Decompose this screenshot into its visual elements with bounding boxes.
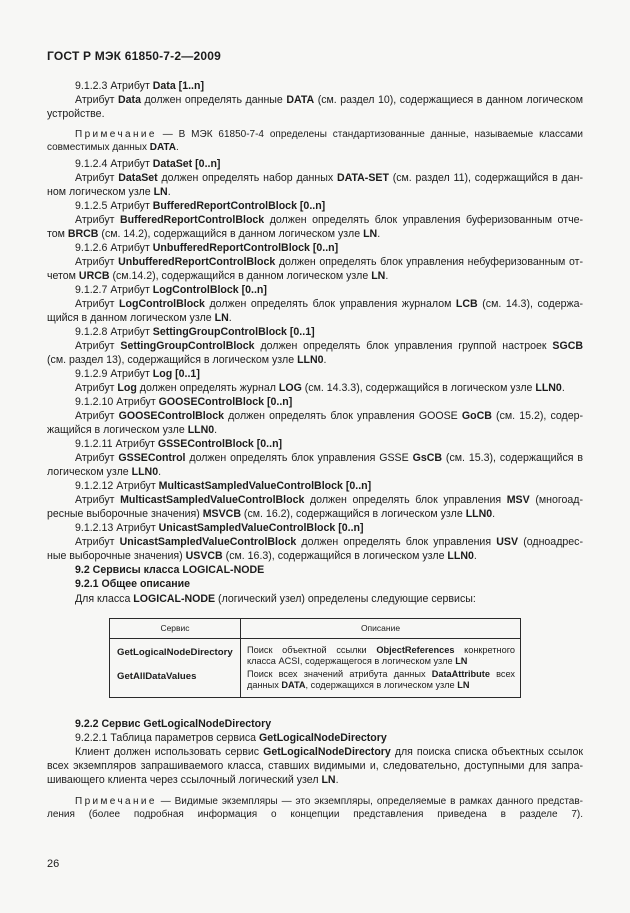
- section-9-1-2-3-line1: Атрибут Data должен определять данные DATA (см. раздел 10), содержащиеся в данном логическом: [75, 94, 584, 106]
- section-9-2-2-line3: шивающего клиента через ссылочный логический узел LN.: [47, 774, 339, 786]
- section-9-1-2-6-line1: Атрибут UnbufferedReportControlBlock должен определять блок управления небуферизованным от-: [75, 256, 583, 268]
- section-9-1-2-4-line2: ном логическом узле LN.: [47, 186, 171, 198]
- section-9-1-2-3-line2: устройстве.: [47, 108, 105, 120]
- table-cell-description: [247, 680, 515, 691]
- section-9-1-2-7-line2: щийся в данном логическом узле LN.: [47, 312, 232, 324]
- note-1-line1: Примечание — В МЭК 61850-7-4 определены стандартизованные данные, называемые классами: [75, 129, 583, 140]
- section-9-1-2-11-line2: логическом узле LLN0.: [47, 466, 162, 478]
- section-9-1-2-8-title: 9.1.2.8 Атрибут SettingGroupControlBlock [0..1]: [75, 326, 315, 338]
- page-number: 26: [47, 858, 60, 870]
- section-9-1-2-13-line1: Атрибут UnicastSampledValueControlBlock должен определять блок управления USV (одноадрес-: [75, 536, 583, 548]
- table-header-service: Сервис: [160, 623, 190, 633]
- section-9-1-2-10-line1: Атрибут GOOSEControlBlock должен определять блок управления GOOSE GoCB (см. 15.2), содер-: [75, 410, 584, 422]
- section-9-1-2-3-title: 9.1.2.3 Атрибут Data [1..n]: [75, 80, 204, 92]
- table-header-description: Описание: [360, 623, 401, 633]
- services-table: [109, 618, 521, 698]
- section-9-1-2-10-line2: жащийся в логическом узле LLN0.: [47, 424, 218, 436]
- document-header: ГОСТ Р МЭК 61850-7-2—2009: [47, 49, 221, 63]
- table-cell-description-line: данных DATA, содержащихся в логическом узле LN: [247, 680, 470, 690]
- table-cell-description-line: Поиск всех значений атрибута данных DataAttribute всех: [247, 669, 515, 679]
- section-9-2-title: 9.2 Сервисы класса LOGICAL-NODE: [75, 564, 265, 576]
- section-9-1-2-6-line2: четом URCB (см.14.2), содержащийся в данном логическом узле LN.: [47, 270, 389, 282]
- section-9-1-2-9-title: 9.1.2.9 Атрибут Log [0..1]: [75, 368, 200, 380]
- section-9-1-2-5-title: 9.1.2.5 Атрибут BufferedReportControlBlock [0..n]: [75, 200, 326, 212]
- section-9-1-2-12-line2: ресные выборочные значения) MSVCB (см. 16.2), содержащийся в логическом узле LLN0.: [47, 508, 496, 520]
- section-9-1-2-13-line2: ные выборочные значения) USVCB (см. 16.3), содержащийся в логическом узле LLN0.: [47, 550, 477, 562]
- table-cell-description-line: класса ACSI, содержащегося в логическом узле LN: [247, 656, 468, 666]
- section-9-1-2-5-line1: Атрибут BufferedReportControlBlock должен определять блок управления буферизованным отче-: [75, 214, 584, 226]
- table-cell-service: GetAllDataValues: [117, 671, 197, 682]
- note-2-line2: ления (более подробная информация о концепции представления приведена в разделе 7).: [47, 809, 583, 820]
- table-header-divider: [110, 638, 520, 639]
- section-9-1-2-12-title: 9.1.2.12 Атрибут MulticastSampledValueControlBlock [0..n]: [75, 480, 372, 492]
- table-cell-description: [247, 645, 515, 656]
- section-9-2-2-line2: всех экземпляров запрашиваемого класса, ставших видимыми и, следовательно, доступными для запра-: [47, 760, 583, 772]
- section-9-2-1-title: 9.2.1 Общее описание: [75, 578, 191, 590]
- section-9-1-2-7-line1: Атрибут LogControlBlock должен определять блок управления журналом LCB (см. 14.3), содержа-: [75, 298, 584, 310]
- section-9-1-2-4-line1: Атрибут DataSet должен определять набор данных DATA-SET (см. раздел 11), содержащийся в дан-: [75, 172, 583, 184]
- section-9-1-2-9-line1: Атрибут Log должен определять журнал LOG (см. 14.3.3), содержащийся в логическом узле LLN0.: [75, 382, 565, 394]
- section-9-1-2-11-line1: Атрибут GSSEControl должен определять блок управления GSSE GsCB (см. 15.3), содержащийся в: [75, 452, 584, 464]
- section-9-1-2-10-title: 9.1.2.10 Атрибут GOOSEControlBlock [0..n]: [75, 396, 293, 408]
- section-9-1-2-7-title: 9.1.2.7 Атрибут LogControlBlock [0..n]: [75, 284, 267, 296]
- section-9-2-1-line1: Для класса LOGICAL-NODE (логический узел) определены следующие сервисы:: [75, 593, 476, 605]
- table-cell-description: [247, 669, 515, 680]
- note-1-line2: совместимых данных DATA.: [47, 142, 179, 153]
- table-cell-description-line: Поиск объектной ссылки ObjectReferences конкретного: [247, 645, 516, 655]
- table-cell-description: [247, 656, 515, 667]
- section-9-1-2-8-line1: Атрибут SettingGroupControlBlock должен определять блок управления группой настроек SGCB: [75, 340, 584, 352]
- table-cell-service: GetLogicalNodeDirectory: [117, 647, 233, 658]
- note-2-line1: Примечание — Видимые экземпляры — это экземпляры, определяемые в рамках данного представ-: [75, 796, 583, 807]
- section-9-2-2-1-title: 9.2.2.1 Таблица параметров сервиса GetLogicalNodeDirectory: [75, 732, 387, 744]
- section-9-1-2-5-line2: том BRCB (см. 14.2), содержащийся в данном логическом узле LN.: [47, 228, 381, 240]
- section-9-1-2-11-title: 9.1.2.11 Атрибут GSSEControlBlock [0..n]: [75, 438, 283, 450]
- section-9-1-2-8-line2: (см. раздел 13), содержащийся в логическом узле LLN0.: [47, 354, 327, 366]
- section-9-1-2-12-line1: Атрибут MulticastSampledValueControlBlock должен определять блок управления MSV (многоад-: [75, 494, 584, 506]
- section-9-1-2-4-title: 9.1.2.4 Атрибут DataSet [0..n]: [75, 158, 221, 170]
- section-9-1-2-6-title: 9.1.2.6 Атрибут UnbufferedReportControlBlock [0..n]: [75, 242, 339, 254]
- section-9-2-2-line1: Клиент должен использовать сервис GetLogicalNodeDirectory для поиска списка объектных ссылок: [75, 746, 584, 758]
- section-9-2-2-title: 9.2.2 Сервис GetLogicalNodeDirectory: [75, 718, 272, 730]
- section-9-1-2-13-title: 9.1.2.13 Атрибут UnicastSampledValueControlBlock [0..n]: [75, 522, 364, 534]
